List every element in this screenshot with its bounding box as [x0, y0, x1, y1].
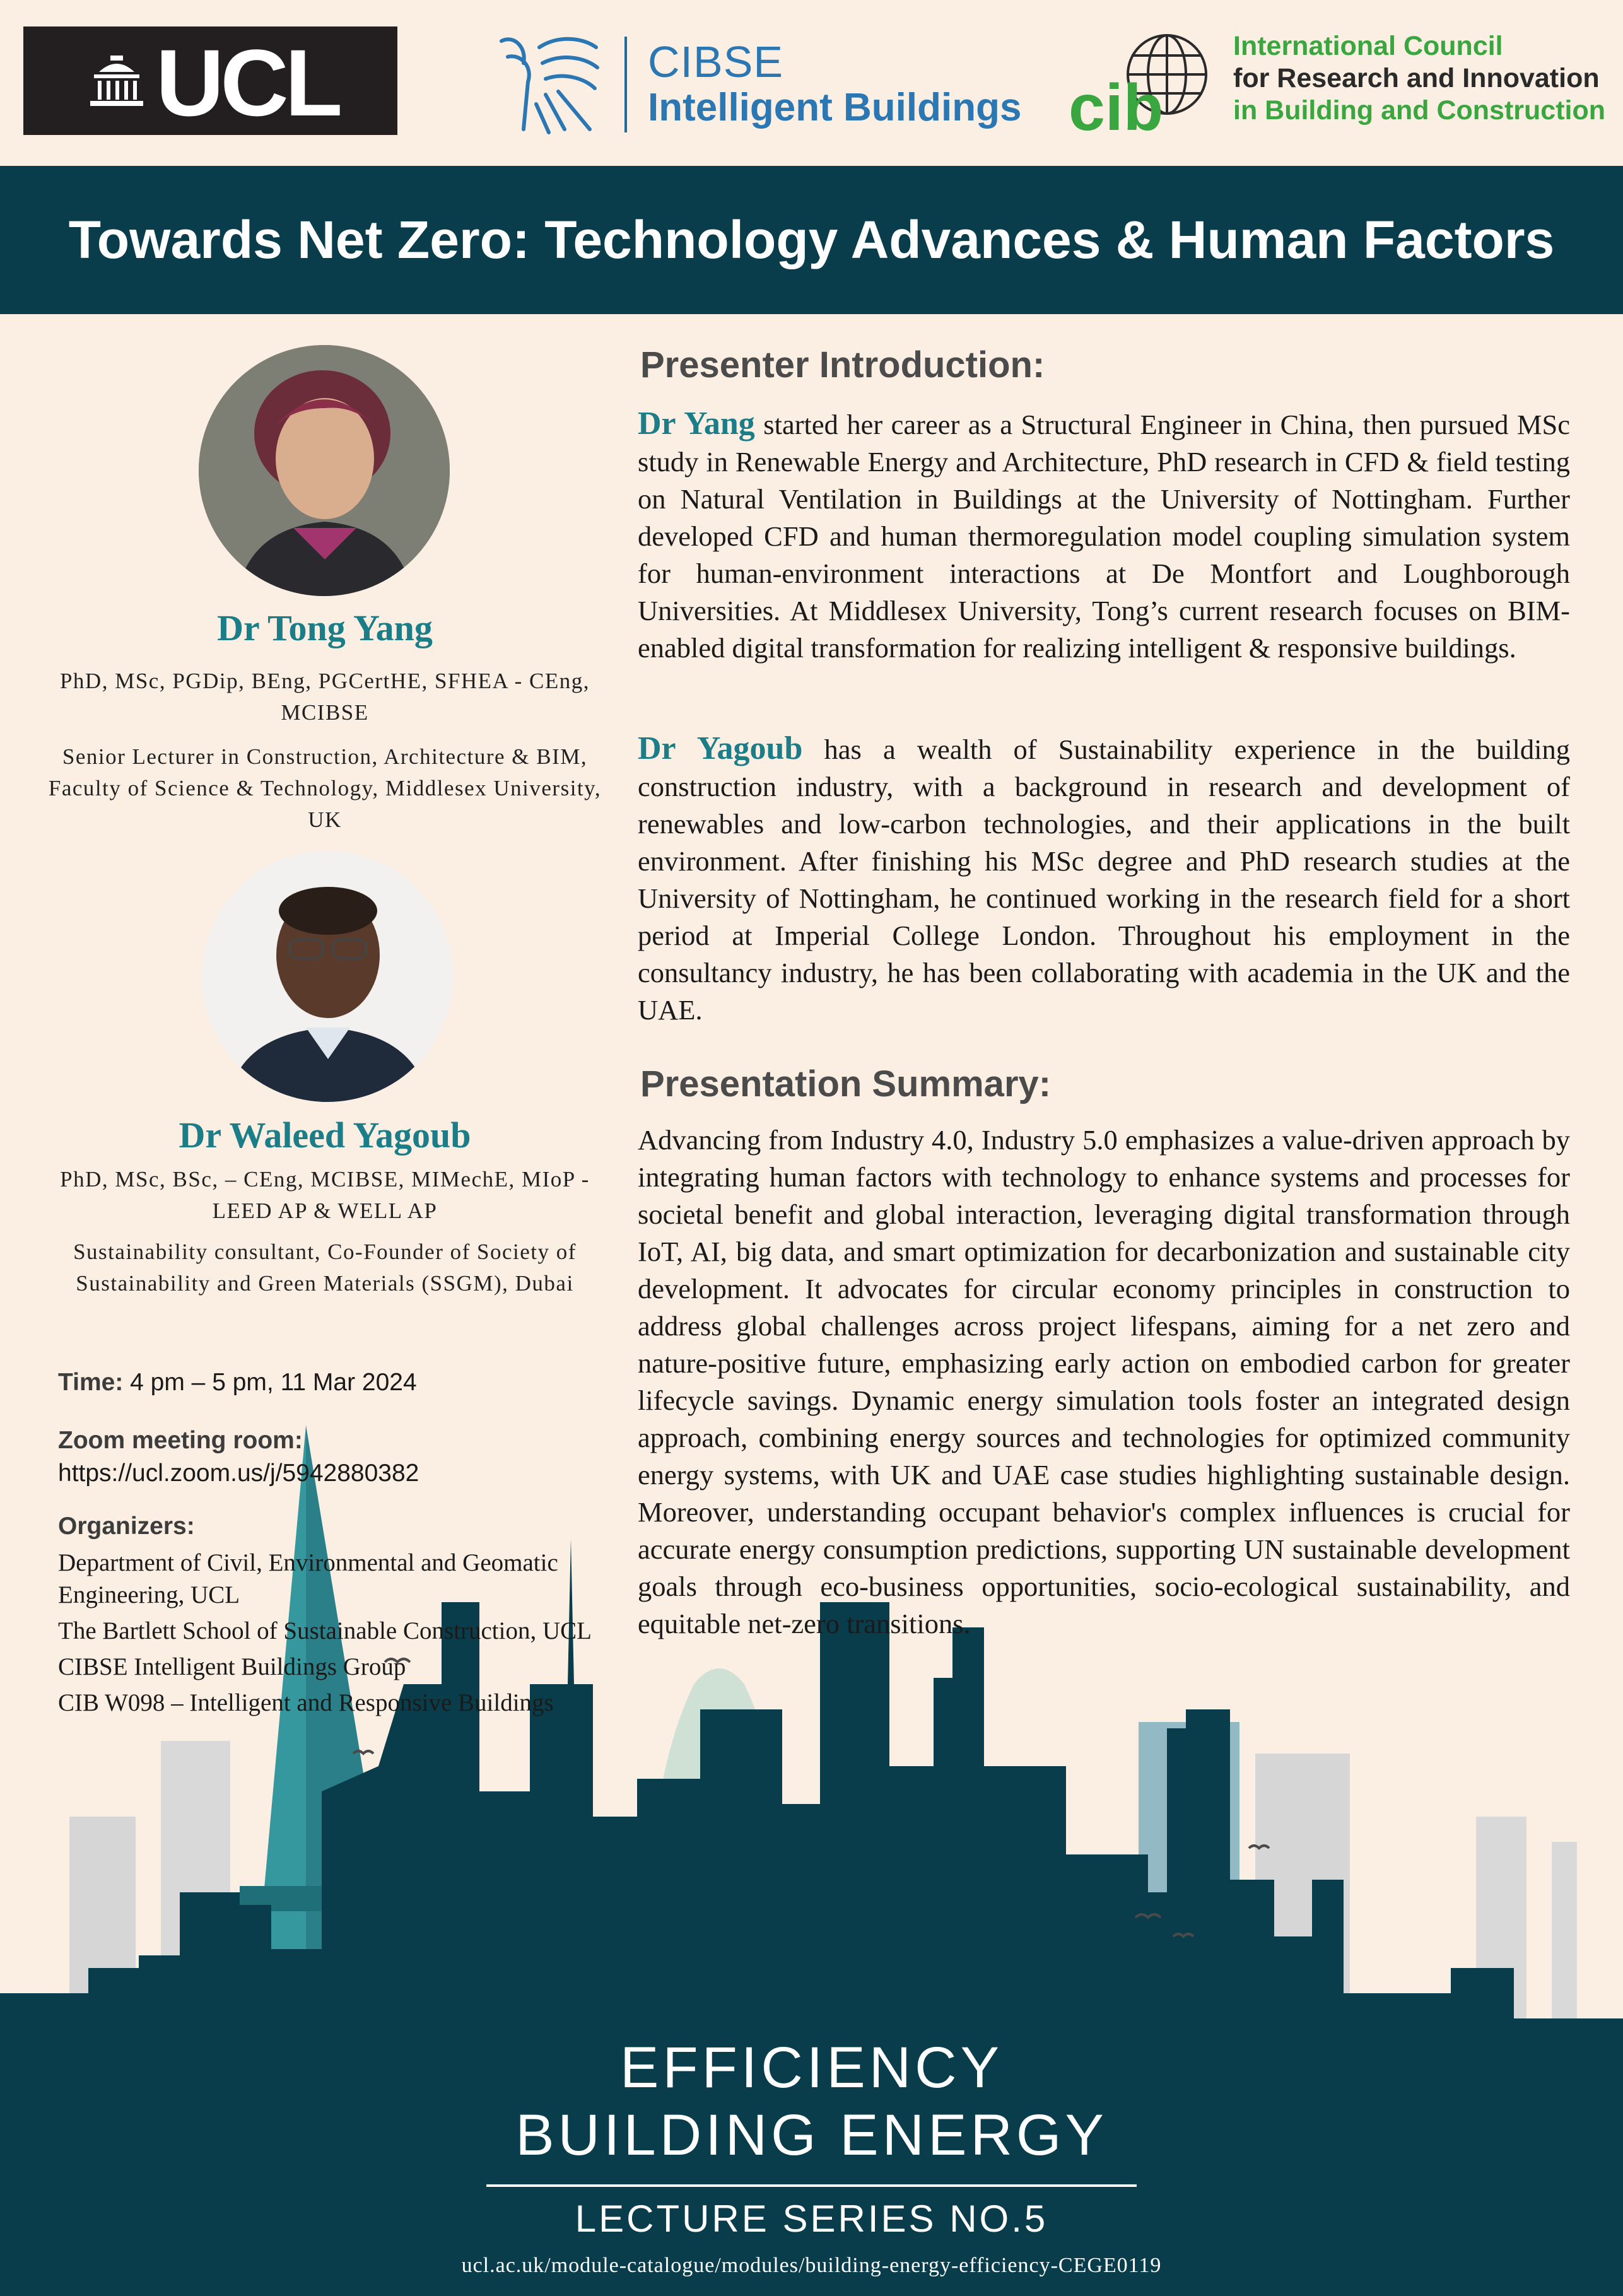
event-time: [58, 1369, 417, 1397]
cibse-griffin-icon: [489, 28, 602, 137]
portico-icon: [86, 56, 147, 107]
intro-paragraph-yagoub: [638, 730, 1570, 1029]
cibse-wordmark: CIBSE: [648, 37, 784, 86]
cib-globe-logo: [1066, 30, 1217, 136]
organizers-label: Organizers:: [58, 1513, 195, 1540]
title-banner: [0, 166, 1623, 314]
intro-text-yang: started her career as a Structural Engineer in China, then pursued MSc study in Renewable Energy and Architecture, PhD research in CFD & field testing on Natural Ventilation in Buildings at the University of Nottingham. Further developed CFD and human thermoregulation model coupling simulation system for human-environment interactions at De Montfort and Loughborough Universities. At Middlesex University, Tong’s current research focuses on BIM-enabled digital transformation for realizing intelligent & responsive buildings.: [638, 409, 1570, 664]
zoom-link[interactable]: https://ucl.zoom.us/j/5942880382: [58, 1460, 419, 1487]
intro-lead-yagoub: Dr Yagoub: [638, 730, 803, 766]
presenter-quals-yagoub: PhD, MSc, BSc, – CEng, MCIBSE, MIMechE, MIoP - LEED AP & WELL AP: [60, 1167, 590, 1223]
presenter-quals-yang: PhD, MSc, PGDip, BEng, PGCertHE, SFHEA - CEng, MCIBSE: [59, 669, 590, 725]
intro-paragraph-yang: [638, 405, 1570, 667]
footer-url[interactable]: ucl.ac.uk/module-catalogue/modules/building-energy-efficiency-CEGE0119: [461, 2254, 1162, 2277]
organizer-item: CIBSE Intelligent Buildings Group: [58, 1653, 406, 1680]
presenter-role-yagoub: Sustainability consultant, Co-Founder of Society of Sustainability and Green Materials (SSGM), Dubai: [73, 1239, 577, 1296]
intro-heading: Presenter Introduction:: [640, 344, 1045, 385]
organizer-item: The Bartlett School of Sustainable Construction, UCL: [58, 1617, 592, 1644]
ucl-logo: [23, 26, 397, 135]
footer-series: LECTURE SERIES NO.5: [575, 2198, 1048, 2240]
presenter-photo-yagoub: [202, 851, 453, 1102]
time-label: Time:: [58, 1369, 124, 1396]
organizer-item: CIB W098 – Intelligent and Responsive Buildings: [58, 1689, 554, 1716]
footer-building-energy: BUILDING ENERGY: [515, 2103, 1108, 2167]
cib-mark-text: cib: [1069, 71, 1164, 136]
presenter-photo-yang: [199, 345, 450, 596]
page-title: Towards Net Zero: Technology Advances & Human Factors: [68, 210, 1555, 269]
portrait-icon: [199, 345, 450, 596]
presenter-name-yang: Dr Tong Yang: [217, 607, 433, 648]
time-value: 4 pm – 5 pm, 11 Mar 2024: [123, 1369, 417, 1396]
cib-name-line3: in Building and Construction: [1233, 95, 1605, 126]
cib-name: [1233, 30, 1605, 127]
cib-name-line2: for Research and Innovation: [1233, 63, 1600, 93]
zoom-label: Zoom meeting room:: [58, 1427, 303, 1454]
footer-efficiency: EFFICIENCY: [620, 2035, 1003, 2100]
presenter-role-yang: Senior Lecturer in Construction, Architecture & BIM, Faculty of Science & Technology, Middlesex University, UK: [48, 744, 602, 832]
footer-divider: [486, 2184, 1137, 2187]
intro-text-yagoub: has a wealth of Sustainability experience in the building construction industry, with a background in research and development of renewables and low-carbon technologies, and their applications in the built environment. After finishing his MSc degree and PhD research studies at the University of Nottingham, he continued working in the research field for a short period at Imperial College London. Throughout his employment in the consultancy industry, he has been collaborating with academia in the UK and the UAE.: [638, 734, 1570, 1026]
organizers-list: [58, 1547, 613, 1719]
intro-lead-yang: Dr Yang: [638, 406, 755, 442]
cibse-subtitle: Intelligent Buildings: [648, 86, 1022, 129]
cibse-divider: [624, 37, 627, 132]
summary-paragraph: Advancing from Industry 4.0, Industry 5.0 emphasizes a value-driven approach by integrating human factors with technology to enhance systems and processes for societal benefit and global interaction, leveraging digital transformation through IoT, AI, big data, and smart optimization for decarbonization and sustainable city development. It advocates for circular economy principles in construction to address global challenges across project lifespans, aiming for a net zero and nature-positive future, emphasizing early action on embodied carbon for greater lifecycle savings. Dynamic energy simulation tools foster an integrated design approach, combining energy sources and technologies for optimized community energy systems, with UK and UAE case studies highlighting sustainable design. Moreover, understanding occupant behavior's complex influences is crucial for accurate energy consumption predictions, supporting UN sustainable development goals through eco-business opportunities, socio-ecological sustainability, and equitable net-zero transitions.: [638, 1124, 1570, 1639]
summary-heading: Presentation Summary:: [640, 1063, 1052, 1104]
ucl-wordmark: UCL: [156, 30, 339, 136]
organizer-item: Department of Civil, Environmental and Geomatic Engineering, UCL: [58, 1549, 558, 1608]
portrait-icon: [202, 851, 453, 1102]
presenter-name-yagoub: Dr Waleed Yagoub: [179, 1115, 471, 1156]
cib-name-line1: International Council: [1233, 31, 1503, 61]
